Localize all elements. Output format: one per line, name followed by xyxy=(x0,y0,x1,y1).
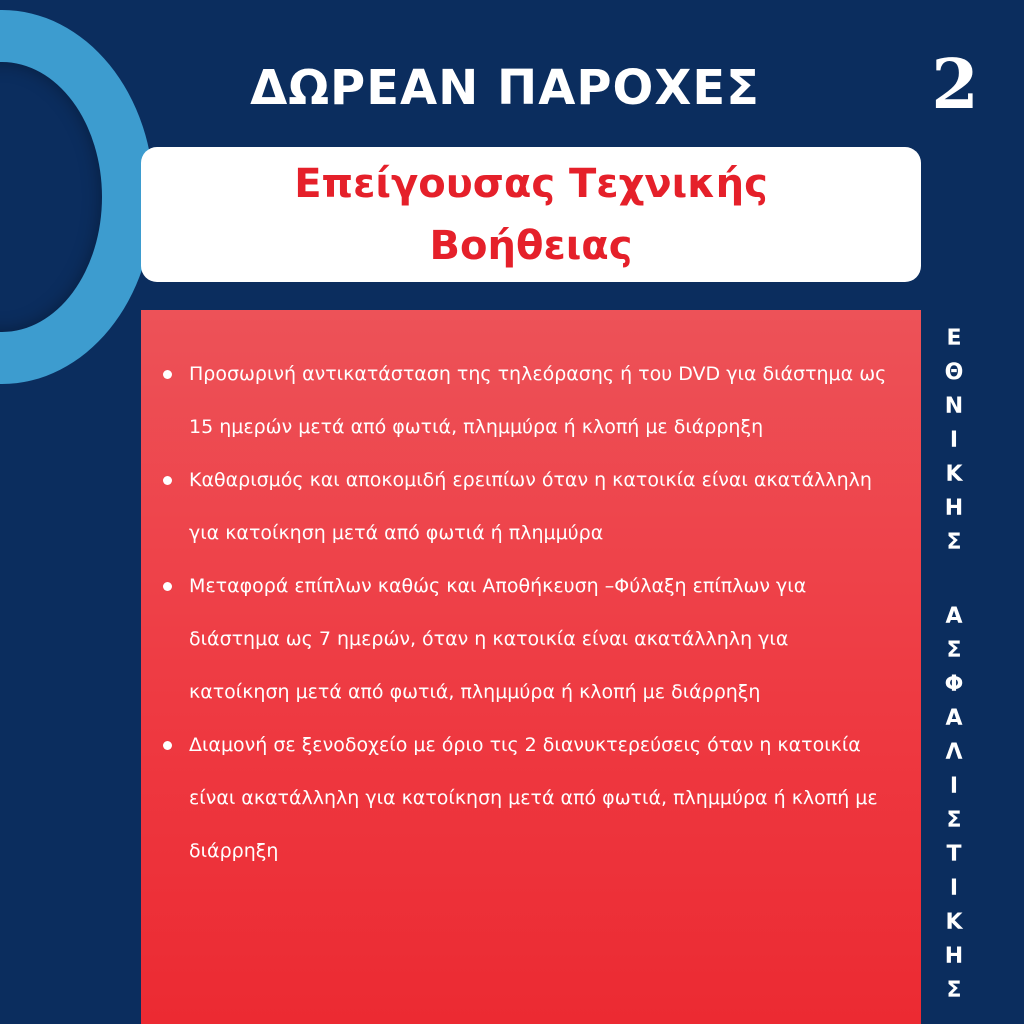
side-brand xyxy=(930,322,978,1008)
side-brand-letter: Α xyxy=(945,604,963,629)
side-brand-letter: Τ xyxy=(946,842,962,867)
benefit-item xyxy=(163,348,893,454)
benefit-text: Προσωρινή αντικατάσταση της τηλεόρασης ή του DVD για διάστημα ως 15 ημερών μετά από φωτιά, πλημμύρα ή κλοπή με διάρρηξη xyxy=(189,363,887,438)
side-brand-letter: Θ xyxy=(944,360,964,385)
side-brand-letter: Φ xyxy=(944,672,964,697)
side-brand-word xyxy=(930,322,978,560)
bullet-dot-icon xyxy=(163,370,172,379)
bullet-dot-icon xyxy=(163,582,172,591)
side-brand-letter: Ν xyxy=(944,394,964,419)
benefit-item xyxy=(163,560,893,719)
side-brand-letter: Η xyxy=(944,496,964,521)
side-brand-letter: Σ xyxy=(946,638,962,663)
benefit-item xyxy=(163,719,893,878)
side-brand-word xyxy=(930,600,978,1008)
side-brand-letter: Ι xyxy=(949,428,959,453)
page-title: ΔΩΡΕΑΝ ΠΑΡΟΧΕΣ xyxy=(250,60,760,116)
benefit-text: Μεταφορά επίπλων καθώς και Αποθήκευση –Φύλαξη επίπλων για διάστημα ως 7 ημερών, όταν η κατοικία είναι ακατάλληλη για κατοίκηση μετά από φωτιά, πλημμύρα ή κλοπή με διάρρηξη xyxy=(189,575,807,703)
side-brand-letter: Σ xyxy=(946,808,962,833)
side-brand-letter: Κ xyxy=(945,910,963,935)
benefit-text: Καθαρισμός και αποκομιδή ερειπίων όταν η κατοικία είναι ακατάλληλη για κατοίκηση μετά από φωτιά ή πλημμύρα xyxy=(189,469,872,544)
side-brand-letter: Α xyxy=(945,706,963,731)
benefit-item xyxy=(163,454,893,560)
title-card xyxy=(141,147,921,282)
bullet-dot-icon xyxy=(163,476,172,485)
side-brand-letter: Λ xyxy=(945,740,963,765)
page-number: 2 xyxy=(931,45,979,125)
bullet-dot-icon xyxy=(163,741,172,750)
side-brand-letter: Κ xyxy=(945,462,963,487)
side-brand-letter: Ι xyxy=(949,774,959,799)
benefit-text: Διαμονή σε ξενοδοχείο με όριο τις 2 διανυκτερεύσεις όταν η κατοικία είναι ακατάλληλη για κατοίκηση μετά από φωτιά, πλημμύρα ή κλοπή με διάρρηξη xyxy=(189,734,878,862)
side-brand-letter: Σ xyxy=(946,530,962,555)
title-card-heading: Επείγουσας Τεχνικής Βοήθειας xyxy=(294,160,768,269)
benefits-panel xyxy=(141,310,921,1024)
benefits-list xyxy=(141,310,921,878)
decorative-ring xyxy=(0,10,154,384)
side-brand-letter: Σ xyxy=(946,978,962,1003)
side-brand-letter: Ι xyxy=(949,876,959,901)
side-brand-gap xyxy=(930,560,978,600)
side-brand-letter: Η xyxy=(944,944,964,969)
side-brand-letter: Ε xyxy=(946,326,962,351)
